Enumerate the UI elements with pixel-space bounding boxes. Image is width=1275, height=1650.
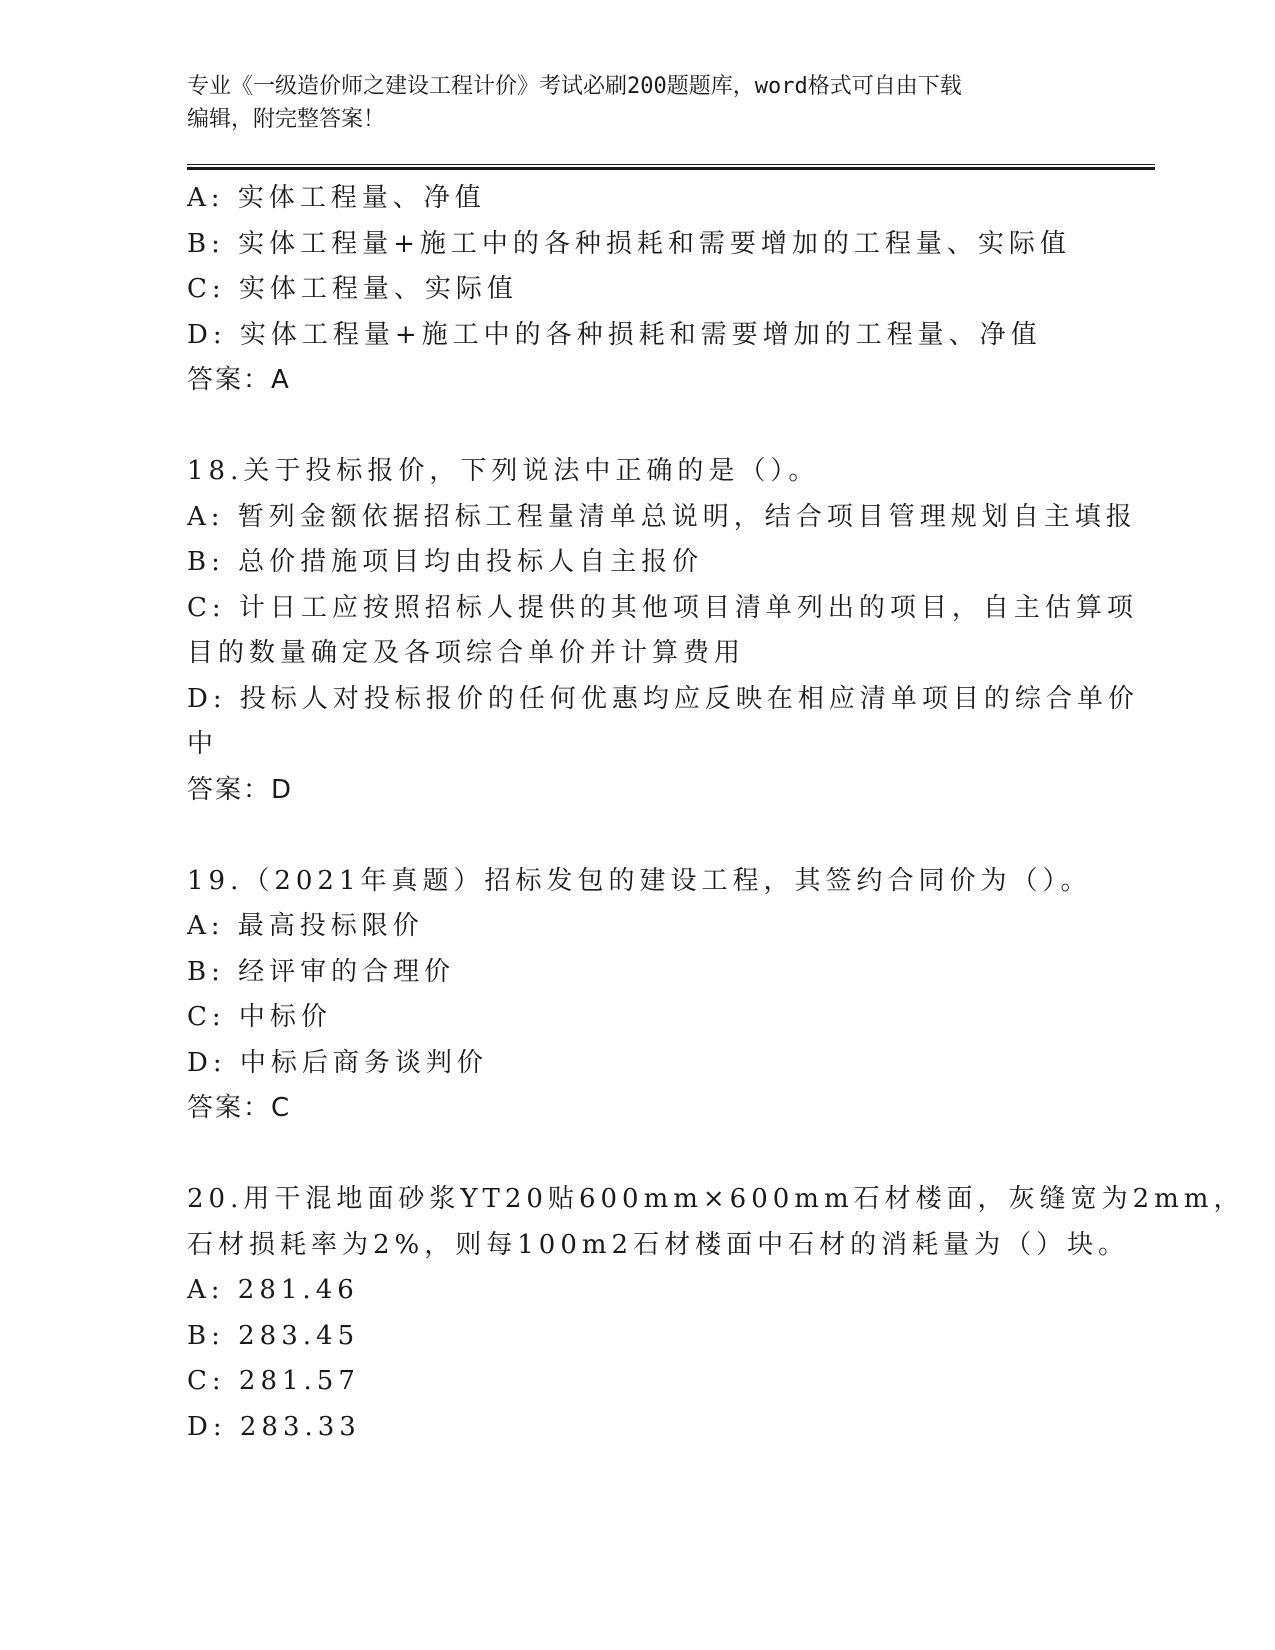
question-20-block: [187, 1177, 1245, 1450]
q19-option-d: D: 中标后商务谈判价: [187, 1047, 488, 1078]
q18-option-c: C: 计日工应按照招标人提供的其他项目清单列出的项目，自主估算项: [187, 592, 1138, 623]
q18-option-b: B: 总价措施项目均由投标人自主报价: [187, 547, 704, 577]
q17-option-a: A: 实体工程量、净值: [187, 183, 486, 213]
q20-option-d: D: 283.33: [187, 1411, 361, 1442]
q18-option-d-cont: 中: [187, 729, 219, 759]
q18-option-a: A: 暂列金额依据招标工程量清单总说明，结合项目管理规划自主填报: [187, 501, 1137, 532]
q19-option-a: A: 最高投标限价: [187, 911, 424, 941]
q18-answer: 答案：D: [187, 774, 294, 805]
q18-option-c-cont: 目的数量确定及各项综合单价并计算费用: [187, 638, 746, 668]
q20-option-a: A: 281.46: [187, 1275, 359, 1305]
q19-answer: 答案：C: [187, 1093, 292, 1123]
spacer: [187, 813, 1147, 859]
document-header: [187, 70, 1067, 136]
header-line-2: 编辑，附完整答案！: [187, 107, 386, 132]
q18-option-d: D: 投标人对投标报价的任何优惠均应反映在相应清单项目的综合单价: [187, 683, 1139, 714]
q19-option-b: B: 经评审的合理价: [187, 956, 456, 987]
q20-question-cont: 石材损耗率为2%，则每100m2石材楼面中石材的消耗量为（）块。: [187, 1229, 1130, 1260]
question-17-block: [187, 176, 1147, 404]
question-19-block: [187, 859, 1147, 1132]
q17-option-d: D: 实体工程量+施工中的各种损耗和需要增加的工程量、净值: [187, 319, 1042, 350]
spacer: [187, 1132, 1147, 1178]
q18-question: 18.关于投标报价，下列说法中正确的是（）。: [187, 456, 820, 486]
header-divider: [187, 164, 1155, 170]
q19-question: 19.（2021年真题）招标发包的建设工程，其签约合同价为（）。: [187, 865, 1092, 896]
q20-question: 20.用干混地面砂浆YT20贴600mm×600mm石材楼面，灰缝宽为2mm，: [187, 1184, 1245, 1214]
q17-answer: 答案：A: [187, 365, 291, 395]
spacer: [187, 404, 1147, 450]
header-line-1: 专业《一级造价师之建设工程计价》考试必刷200题题库，word格式可自由下载: [187, 74, 962, 99]
q19-option-c: C: 中标价: [187, 1002, 332, 1032]
q20-option-b: B: 283.45: [187, 1320, 360, 1351]
document-page: [187, 70, 1245, 1450]
q17-option-c: C: 实体工程量、实际值: [187, 274, 518, 304]
question-18-block: [187, 449, 1147, 813]
q17-option-b: B: 实体工程量+施工中的各种损耗和需要增加的工程量、实际值: [187, 228, 1071, 259]
q20-option-c: C: 281.57: [187, 1366, 360, 1396]
